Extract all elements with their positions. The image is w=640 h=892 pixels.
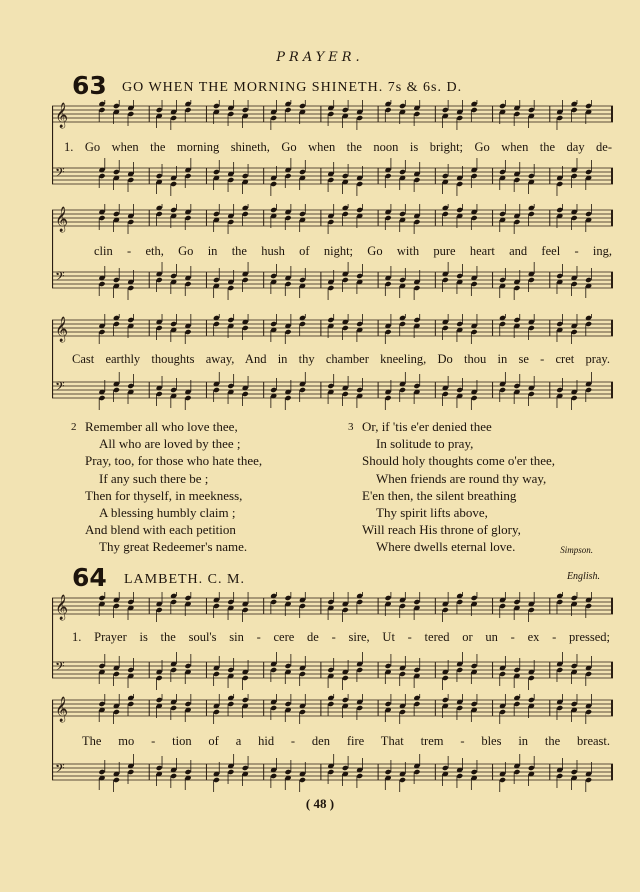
verse-line: In solitude to pray,: [376, 436, 474, 452]
verse-line: Remember all who love thee,: [85, 419, 238, 434]
verse-line: E'en then, the silent breathing: [362, 487, 517, 503]
verse-line: Then for thyself, in meekness,: [85, 487, 243, 503]
composer: English.: [566, 571, 600, 582]
verse-line: Pray, too, for those who hate thee,: [85, 453, 263, 469]
bass-clef: 𝄢: [55, 379, 65, 397]
hymn-title: GO WHEN THE MORNING SHINETH. 7s & 6s. D.: [122, 80, 463, 95]
lyric-line: 1. Go when the morning shineth, Go when the noon is bright; Go when the day de-: [64, 140, 612, 154]
lyric-line: Cast earthly thoughts away, And in thy chamber kneeling, Do thou in se - cret pray.: [72, 352, 610, 366]
verse-3: [348, 418, 607, 556]
verse-line: If any such there be ;: [99, 470, 209, 486]
music-system: [52, 100, 613, 198]
verse-2: [71, 418, 330, 556]
verse-line: Thy great Redeemer's name.: [99, 539, 248, 555]
bass-clef: 𝄢: [55, 165, 65, 183]
hymn-63-header: [72, 71, 620, 99]
lyric-line: 1. Prayer is the soul's sin - cere de - sire, Ut - tered or un - ex - pressed;: [72, 630, 610, 644]
music-system: [52, 592, 613, 692]
hymn-number: 64: [72, 563, 107, 592]
verse-line: A blessing humbly claim ;: [99, 505, 236, 521]
running-head: PRAYER.: [276, 50, 364, 65]
music-system: [52, 314, 613, 412]
bass-clef: 𝄢: [55, 659, 65, 677]
verse-number: 3: [348, 421, 354, 433]
treble-clef: 𝄞: [55, 103, 69, 128]
verse-line: All who are loved by thee ;: [99, 436, 241, 452]
bass-clef: 𝄢: [55, 761, 65, 779]
verse-line: Will reach His throne of glory,: [362, 522, 521, 538]
music-system: [52, 694, 613, 794]
verse-line: Where dwells eternal love.: [376, 539, 516, 555]
page-number: ( 48 ): [305, 796, 335, 811]
bass-clef: 𝄢: [55, 269, 65, 287]
verse-line: And blend with each petition: [85, 522, 236, 538]
treble-clef: 𝄞: [55, 207, 69, 232]
hymn-64-header: [72, 563, 620, 591]
lyric-line: The mo - tion of a hid - den fire That trem - bles in the breast.: [82, 734, 610, 748]
treble-clef: 𝄞: [55, 697, 69, 722]
hymn-title: LAMBETH. C. M.: [124, 572, 245, 587]
verse-line: Should holy thoughts come o'er thee,: [362, 453, 555, 469]
treble-clef: 𝄞: [55, 595, 69, 620]
hymn-number: 63: [72, 71, 107, 100]
music-system: [52, 204, 613, 302]
lyric-line: clin - eth, Go in the hush of night; Go with pure heart and feel - ing,: [94, 244, 612, 258]
verse-line: Thy spirit lifts above,: [376, 505, 488, 521]
verse-attribution: Simpson.: [560, 545, 593, 555]
treble-clef: 𝄞: [55, 317, 69, 342]
verse-line: When friends are round thy way,: [376, 470, 547, 486]
verse-line: Or, if 'tis e'er denied thee: [362, 419, 492, 434]
verse-number: 2: [71, 421, 77, 433]
